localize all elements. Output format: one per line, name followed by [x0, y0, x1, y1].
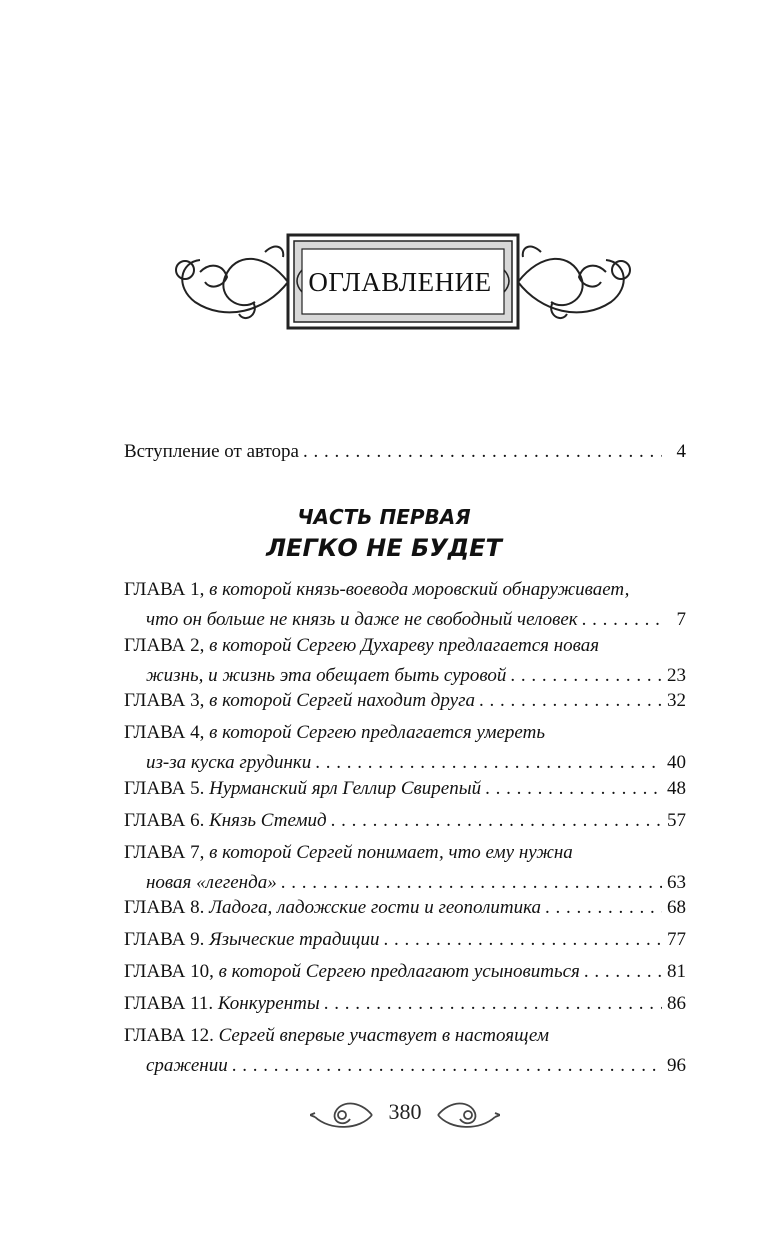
- chapter-number: ГЛАВА 8.: [124, 897, 205, 918]
- chapter-title: в которой Сергею Духареву предлагается новая: [209, 635, 600, 656]
- page-title: ОГЛАВЛЕНИЕ: [308, 266, 492, 297]
- chapter-number: ГЛАВА 9.: [124, 929, 205, 950]
- chapter-title: Ладога, ладожские гости и геополитика: [209, 897, 541, 918]
- toc-entry-5[interactable]: [124, 774, 686, 804]
- toc-entry-2[interactable]: [124, 631, 686, 691]
- page-ref: 63: [667, 872, 686, 893]
- chapter-number: ГЛАВА 2,: [124, 635, 205, 656]
- page-ref: 23: [667, 665, 686, 686]
- toc-entry-4[interactable]: [124, 718, 686, 778]
- page-footer: [310, 1095, 500, 1135]
- chapter-title: Сергей впервые участвует в настоящем: [218, 1025, 549, 1046]
- page-ref: 68: [667, 897, 686, 918]
- chapter-title-cont: новая «легенда»: [146, 872, 277, 893]
- page-ref: 77: [667, 929, 686, 950]
- page-ref: 57: [667, 810, 686, 831]
- part-heading: ЧАСТЬ ПЕРВАЯ: [297, 505, 471, 529]
- page-ref: 48: [667, 778, 686, 799]
- chapter-number: ГЛАВА 10,: [124, 961, 214, 982]
- chapter-title: в которой Сергей понимает, что ему нужна: [209, 842, 573, 863]
- chapter-number: ГЛАВА 5.: [124, 778, 205, 799]
- page-ref: 81: [667, 961, 686, 982]
- chapter-title-cont: что он больше не князь и даже не свободный человек: [146, 609, 578, 630]
- toc-entry-7[interactable]: [124, 838, 686, 898]
- page-number: 380: [388, 1099, 422, 1124]
- intro-entry[interactable]: [124, 440, 686, 464]
- chapter-number: ГЛАВА 11.: [124, 993, 214, 1014]
- toc-entry-8[interactable]: [124, 893, 686, 923]
- toc-entry-12[interactable]: [124, 1021, 686, 1081]
- toc-entry-9[interactable]: [124, 925, 686, 955]
- chapter-title: Князь Стемид: [209, 810, 327, 831]
- leader-dots: [303, 440, 662, 464]
- intro-label: Вступление от автора: [124, 441, 299, 462]
- page-ref: 4: [676, 441, 686, 462]
- page-ref: 40: [667, 752, 686, 773]
- toc-entry-10[interactable]: [124, 957, 686, 987]
- page-ref: 7: [676, 609, 686, 630]
- toc-entry-3[interactable]: [124, 686, 686, 716]
- chapter-title-cont: жизнь, и жизнь эта обещает быть суровой: [146, 665, 507, 686]
- chapter-title-cont: сражении: [146, 1055, 228, 1076]
- chapter-title: Конкуренты: [217, 993, 320, 1014]
- chapter-number: ГЛАВА 1,: [124, 579, 205, 600]
- chapter-title: в которой князь-воевода моровский обнаруживает,: [209, 579, 630, 600]
- chapter-title: Нурманский ярл Геллир Свирепый: [209, 778, 482, 799]
- chapter-number: ГЛАВА 3,: [124, 690, 205, 711]
- page-ref: 86: [667, 993, 686, 1014]
- page-ref: 96: [667, 1055, 686, 1076]
- chapter-title: в которой Сергею предлагается умереть: [209, 722, 545, 743]
- chapter-number: ГЛАВА 6.: [124, 810, 205, 831]
- chapter-title-cont: из-за куска грудинки: [146, 752, 312, 773]
- toc-entry-6[interactable]: [124, 806, 686, 836]
- chapter-title: в которой Сергею предлагают усыновиться: [218, 961, 580, 982]
- page-ref: 32: [667, 690, 686, 711]
- toc-entry-1[interactable]: [124, 575, 686, 635]
- toc-header: [165, 232, 635, 332]
- part-subheading: ЛЕГКО НЕ БУДЕТ: [266, 534, 502, 562]
- chapter-title: в которой Сергей находит друга: [209, 690, 476, 711]
- toc-entry-11[interactable]: [124, 989, 686, 1019]
- chapter-title: Языческие традиции: [209, 929, 380, 950]
- chapter-number: ГЛАВА 12.: [124, 1025, 214, 1046]
- chapter-number: ГЛАВА 7,: [124, 842, 205, 863]
- chapter-number: ГЛАВА 4,: [124, 722, 205, 743]
